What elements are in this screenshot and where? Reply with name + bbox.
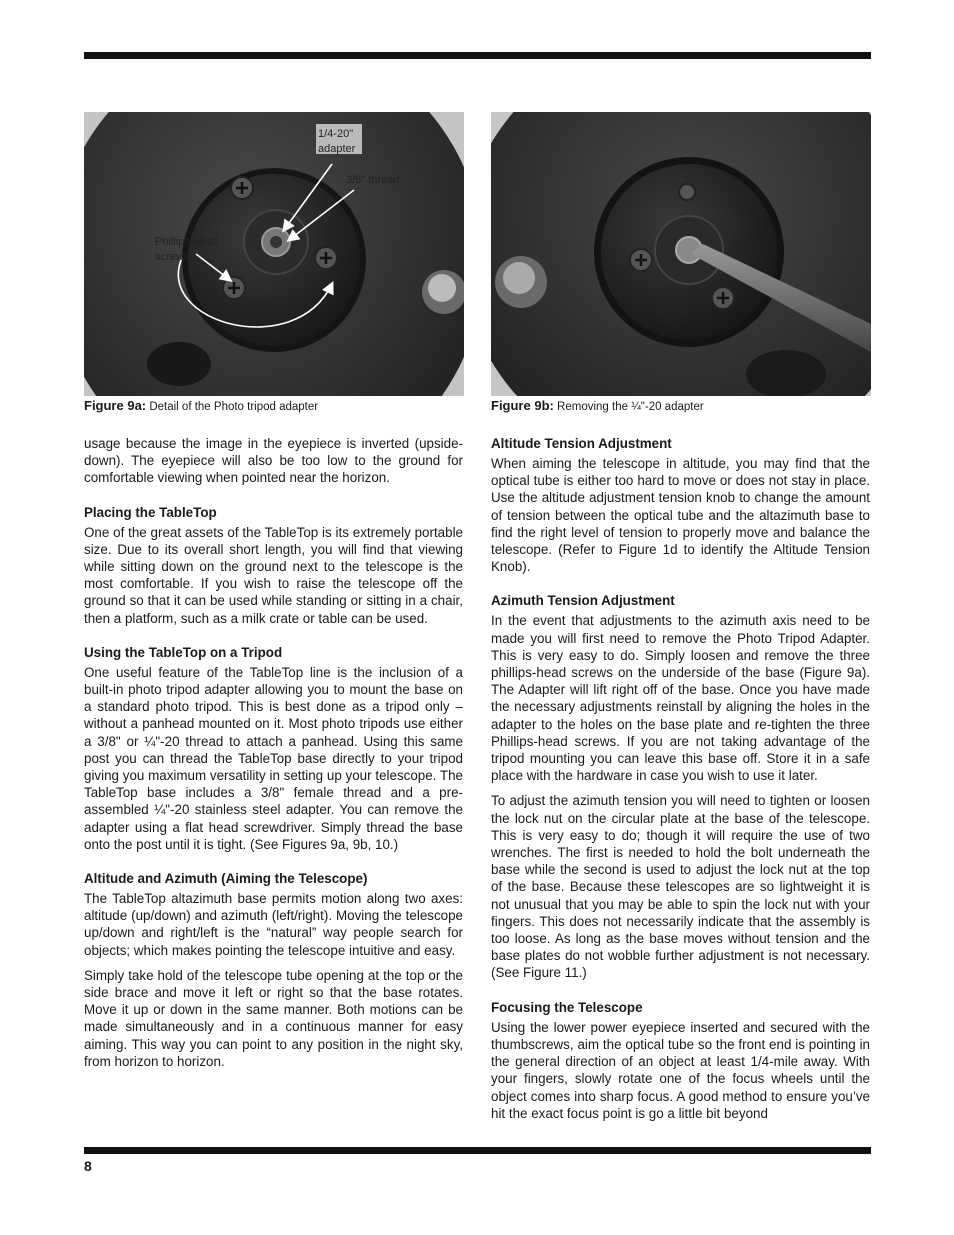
figure-9b-photo <box>491 112 871 396</box>
figure-9b-caption-text: Removing the ¼"-20 adapter <box>557 401 704 413</box>
page-number: 8 <box>84 1158 92 1174</box>
top-rule <box>84 52 871 59</box>
left-column <box>84 435 463 1078</box>
azimuth-tension-paragraph-1: In the event that adjustments to the azimuth axis need to be made you will first need to remove the Photo Tripod Adapter. This is very easy to do. Simply loosen and remove the three phillips-head screws on the underside of the base (Figure 9a). The Adapter will lift right off of the base. Once you have made the necessary adjustments reinstall by aligning the holes in the adapter to the holes on the base plate and re-tighten the three Phillips-head screws. If you are not taking advantage of the tripod mounting you can leave this base off. Store it in a safe place with the hardware in case you wish to use it later. <box>491 613 870 784</box>
annotation-screws-line1: Phillips head <box>155 236 218 248</box>
focusing-paragraph: Using the lower power eyepiece inserted and secured with the thumbscrews, aim the optical tube so the front end is pointing in the general direction of an object at least 1/4-mile away. With your fingers, slowly rotate one of the focus wheels until the object comes into sharp focus. A good method to ensure you’ve hit the exact focus point is go a little bit beyond <box>491 1019 870 1121</box>
annotation-adapter-line2: adapter <box>318 143 356 155</box>
heading-placing-tabletop: Placing the TableTop <box>84 504 217 520</box>
placing-paragraph: One of the great assets of the TableTop is its extremely portable size. Due to its overall short length, you will find that viewing while sitting down on the ground next to the telescope is the most comfortable. If you wish to raise the telescope off the ground so that it can be used while standing or sitting in a chair, then a platform, such as a milk crate or table can be used. <box>84 524 463 626</box>
figure-9a-photo <box>84 112 464 396</box>
altaz-paragraph-1: The TableTop altazimuth base permits motion along two axes: altitude (up/down) and azimuth (left/right). Moving the telescope up/down and right/left is the “natural” way people search for objects; which makes pointing the telescope intuitive and easy. <box>84 891 463 958</box>
altaz-paragraph-2: Simply take hold of the telescope tube opening at the top or the side brace and move it left or right so that the base rotates. Move it up or down in the same manner. Both motions can be made simultaneously and in a continuous manner for easy aiming. This way you can point to any position in the night sky, from horizon to horizon. <box>84 967 463 1069</box>
annotation-adapter-line1: 1/4-20" <box>318 128 354 140</box>
figure-9b-caption <box>491 398 704 415</box>
heading-altitude-tension: Altitude Tension Adjustment <box>491 436 672 451</box>
altitude-tension-paragraph: When aiming the telescope in altitude, you may find that the optical tube is either too hard to move or does not stay in place. Use the altitude adjustment tension knob to change the amount of tension between the optical tube and the altazimuth base to find the right level of tension to properly move and balance the telescope. (Refer to Figure 1d to identify the Altitude Tension Knob). <box>491 456 870 575</box>
figure-9b-label: Figure 9b: <box>491 398 554 413</box>
annotation-thread: 3/8" thread <box>346 174 400 186</box>
tripod-paragraph: One useful feature of the TableTop line is the inclusion of a built-in photo tripod adapter allowing you to mount the base on a standard photo tripod. This is best done as a tripod only – without a panhead mounted on it. Most photo tripods use either a 3/8" or ¼"-20 thread to attach a panhead. Using this same post you can thread the TableTop base directly to your tripod giving you maximum versatility in setting up your telescope. The TableTop base includes a 3/8" female thread and a pre-assembled ¼"-20 stainless steel adapter. You can remove the adapter using a flat head screwdriver. Simply thread the base onto the post until it is tight. (See Figures 9a, 9b, 10.) <box>84 664 463 852</box>
heading-altaz: Altitude and Azimuth (Aiming the Telescope) <box>84 871 368 887</box>
azimuth-tension-paragraph-2: To adjust the azimuth tension you will need to tighten or loosen the lock nut on the circular plate at the base of the telescope. This is very easy to do; though it will require the use of two wrenches. The first is needed to hold the bolt underneath the base while the second is used to adjust the lock nut at the top of the base. Because these telescopes are so lightweight it is not unusual that you may be able to spin the lock nut with your fingers. This does not necessarily indicate that the assembly is too loose. As long as the base moves without tension and the base plates do not wobble further adjustment is not necessary. (See Figure 11.) <box>491 793 870 981</box>
figure-9a-caption <box>84 398 318 415</box>
heading-azimuth-tension: Azimuth Tension Adjustment <box>491 593 675 609</box>
intro-paragraph: usage because the image in the eyepiece is inverted (upside-down). The eyepiece will also be too low to the ground for comfortable viewing when pointed near the horizon. <box>84 436 463 486</box>
heading-tripod: Using the TableTop on a Tripod <box>84 644 283 660</box>
annotation-screws-line2: screws <box>155 251 190 263</box>
figure-9a-caption-text: Detail of the Photo tripod adapter <box>149 401 319 413</box>
heading-focusing: Focusing the Telescope <box>491 999 643 1015</box>
right-column <box>491 435 870 1130</box>
bottom-rule <box>84 1147 871 1154</box>
figure-9a-label: Figure 9a: <box>84 398 147 413</box>
